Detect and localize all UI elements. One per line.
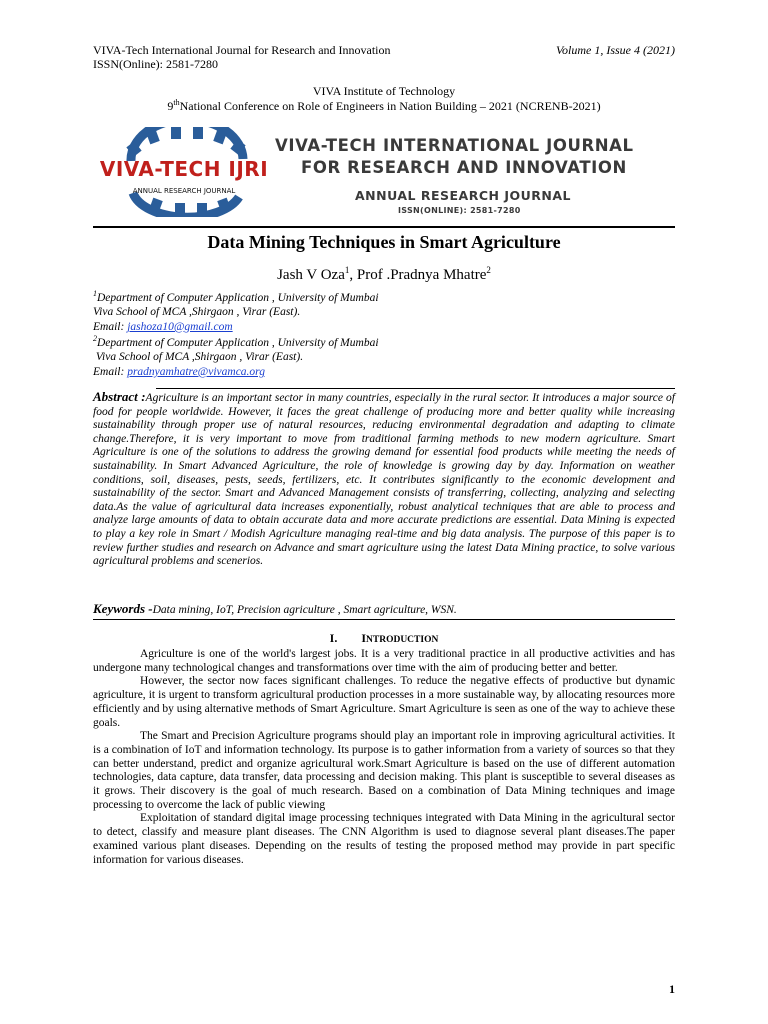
conference-suffix: th bbox=[173, 98, 180, 107]
paragraph: The Smart and Precision Agriculture programs should play an important role in improving agricultural activities. It is a combination of IoT and information technology. Its purpose is to gather information from a variety of sources so that they can better understand, predict and organize agricultural work.Smart Agriculture is based on the use of different automation technologies, data capture, data transfer, data processing and decision making. This plant is susceptible to several diseases as it grows. Their discovery is the goal of much research. Based on a combination of Data Mining techniques and image processing to overcome the lack of public viewing bbox=[93, 730, 675, 811]
header-rule bbox=[93, 226, 675, 228]
conference-ordinal: 9 bbox=[167, 99, 174, 113]
author-1: Jash V Oza bbox=[277, 267, 345, 283]
annual-research-journal: ANNUAL RESEARCH JOURNAL bbox=[355, 188, 571, 203]
paper-title: Data Mining Techniques in Smart Agriculture bbox=[207, 232, 561, 252]
abstract-label: Abstract : bbox=[93, 389, 146, 404]
author-2-sup: 2 bbox=[486, 265, 491, 275]
banner-issn: ISSN(ONLINE): 2581-7280 bbox=[398, 206, 521, 215]
author-2-email-link[interactable]: pradnyamhatre@vivamca.org bbox=[127, 365, 265, 378]
affiliation-1-school: Viva School of MCA ,Shirgaon , Virar (East). bbox=[93, 306, 301, 319]
conference-line bbox=[0, 98, 768, 114]
header-journal: VIVA-Tech International Journal for Research and Innovation bbox=[93, 43, 391, 57]
journal-banner-line2: FOR RESEARCH AND INNOVATION bbox=[301, 158, 627, 177]
header-volume: Volume 1, Issue 4 (2021) bbox=[556, 43, 675, 57]
header-issn: ISSN(Online): 2581-7280 bbox=[93, 57, 218, 71]
author-1-sup: 1 bbox=[344, 265, 350, 275]
section-first-letter: I bbox=[361, 631, 367, 645]
keywords-text: Data mining, IoT, Precision agriculture , Smart agriculture, WSN. bbox=[152, 604, 457, 616]
keywords-rule bbox=[93, 619, 675, 620]
section-heading bbox=[0, 631, 768, 646]
affiliation-2 bbox=[93, 332, 379, 379]
author-1-email-link[interactable]: jashoza10@gmail.com bbox=[127, 320, 233, 333]
section-number: I. bbox=[329, 631, 338, 645]
logo-text: VIVA-TECH IJRI bbox=[99, 157, 269, 181]
conference-name: National Conference on Role of Engineers in Nation Building – 2021 (NCRENB-2021) bbox=[179, 99, 601, 113]
keywords bbox=[93, 601, 457, 617]
paragraph: Agriculture is one of the world's largest jobs. It is a very traditional practice in all productive activities and has undergone many technological changes and transformations over time with the aim of producing better and better. bbox=[93, 648, 675, 674]
keywords-label: Keywords - bbox=[93, 601, 153, 616]
abstract-rule bbox=[156, 388, 675, 389]
running-header bbox=[93, 43, 391, 71]
paragraph: However, the sector now faces significant challenges. To reduce the negative effects of productive but dynamic agriculture, it is urgent to transform agricultural production processes in a more sustainable way, by allocating resources more efficiently and by using alternative methods of Smart Agriculture. Smart Agriculture is seen as one of the way to achieve these goals. bbox=[93, 675, 675, 729]
abstract bbox=[93, 390, 675, 569]
author-2: , Prof .Pradnya Mhatre bbox=[349, 267, 487, 283]
affiliation-1-email-label: Email: bbox=[93, 320, 128, 333]
logo-subtext: ANNUAL RESEARCH JOURNAL bbox=[132, 187, 236, 195]
affiliation-2-school: Viva School of MCA ,Shirgaon , Virar (East). bbox=[93, 351, 304, 364]
journal-logo bbox=[93, 127, 275, 217]
abstract-text: Agriculture is an important sector in many countries, especially in the rural sector. It introduces a major source of food for people worldwide. However, it faces the great challenge of producing more and better quality while increasing sustainability through proper use of natural resources, reducing environmental degradation and adapting to climate change.Therefore, it is very important to move from traditional farming methods to new modern agriculture. Smart Agriculture is one of the solutions to address the growing demand for essential food products while meeting the needs of sustainability. In Smart Advanced Agriculture, the role of knowledge is growing day by day. Information on weather conditions, soil, diseases, pests, seeds, fertilizers, etc. It contributes significantly to the economic development and sustainability of the sector. Smart and Advanced Management consists of transferring, collecting, analyzing and selecting data.As the value of agricultural data increases exponentially, robust analytical techniques that are able to process and analyze large amounts of data to obtain accurate data and more accurate predictions are essential. Data Mining is expected to play a key role in Smart / Modish Agriculture managing real-time and big data analysis. The purpose of this paper is to review further studies and research on Advance and smart agriculture using the latest Data Mining practice, to solve various agricultural problems and scenerios. bbox=[93, 392, 675, 568]
affiliation-2-dept: Department of Computer Application , University of Mumbai bbox=[97, 336, 379, 349]
paper-authors bbox=[0, 265, 768, 284]
affiliation-1 bbox=[93, 287, 379, 334]
affiliation-1-sup: 1 bbox=[93, 289, 97, 298]
section-title-rest: NTRODUCTION bbox=[366, 635, 439, 645]
institution: VIVA Institute of Technology bbox=[312, 84, 456, 98]
affiliation-2-email-label: Email: bbox=[93, 365, 128, 378]
page-number: 1 bbox=[669, 982, 675, 996]
journal-banner-line1: VIVA-TECH INTERNATIONAL JOURNAL bbox=[275, 136, 634, 155]
affiliation-1-dept: Department of Computer Application , University of Mumbai bbox=[97, 291, 379, 304]
paragraph: Exploitation of standard digital image processing techniques integrated with Data Mining in the agricultural sector to detect, classify and measure plant diseases. The CNN Algorithm is used to diagnose several plant diseases.The paper examined various plant diseases. Depending on the results of testing the proposed method may provide in part specific information for various diseases. bbox=[93, 812, 675, 866]
affiliation-2-sup: 2 bbox=[93, 334, 97, 343]
journal-banner bbox=[275, 135, 675, 179]
introduction-body bbox=[93, 648, 675, 867]
